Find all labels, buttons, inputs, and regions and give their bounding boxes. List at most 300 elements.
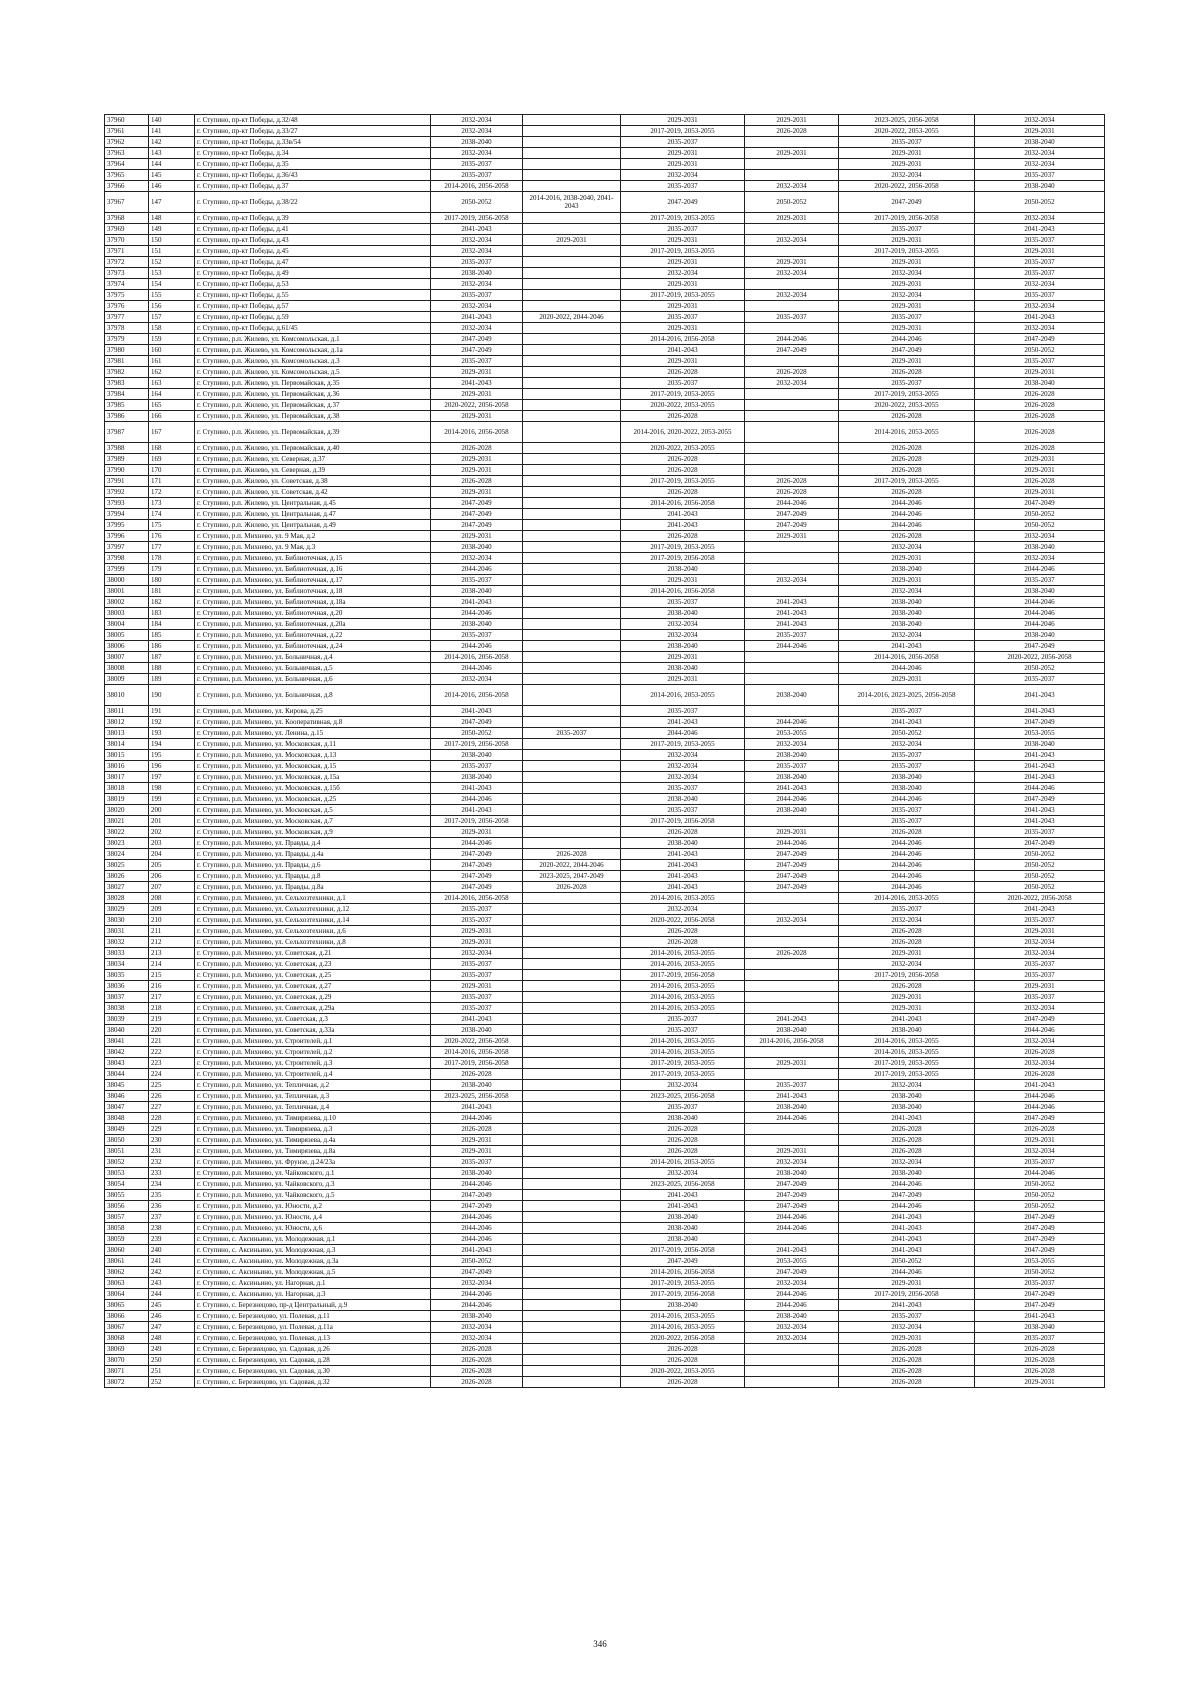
table-row <box>105 904 1105 915</box>
table-cell: 2032-2034 <box>745 290 839 301</box>
table-cell: 2026-2028 <box>621 1135 745 1146</box>
table-cell: 2023-2025, 2056-2058 <box>839 115 975 126</box>
table-cell: г. Ступино, р.п. Михнево, ул. Тимирязева, д.4а <box>195 1135 431 1146</box>
table-cell: 2029-2031 <box>621 323 745 334</box>
table-cell: 2038-2040 <box>431 772 523 783</box>
table-cell: 2026-2028 <box>839 937 975 948</box>
table-cell <box>745 454 839 465</box>
table-cell: 2029-2031 <box>621 301 745 312</box>
table-cell <box>523 750 621 761</box>
table-cell: 2044-2046 <box>839 1201 975 1212</box>
table-cell: 38026 <box>105 871 149 882</box>
table-cell: 2044-2046 <box>745 1212 839 1223</box>
table-cell: 2026-2028 <box>839 1366 975 1377</box>
table-cell: 2038-2040 <box>621 663 745 674</box>
table-cell: 2029-2031 <box>523 235 621 246</box>
table-cell: 2029-2031 <box>431 454 523 465</box>
table-cell: 2020-2022, 2056-2058 <box>431 400 523 411</box>
table-cell: 248 <box>149 1333 195 1344</box>
table-row <box>105 443 1105 454</box>
table-cell: 2047-2049 <box>621 192 745 213</box>
table-cell: 38057 <box>105 1212 149 1223</box>
table-cell: г. Ступино, р.п. Михнево, ул. Библиотечная, д.24 <box>195 641 431 652</box>
table-row <box>105 378 1105 389</box>
table-cell <box>523 126 621 137</box>
table-cell: 2032-2034 <box>621 772 745 783</box>
table-cell: 2047-2049 <box>745 1190 839 1201</box>
table-cell <box>745 356 839 367</box>
table-cell: 2038-2040 <box>975 137 1105 148</box>
table-row <box>105 728 1105 739</box>
table-row <box>105 1234 1105 1245</box>
table-cell <box>523 959 621 970</box>
table-cell <box>523 619 621 630</box>
table-cell: 2017-2019, 2053-2055 <box>839 476 975 487</box>
table-cell: 2029-2031 <box>975 246 1105 257</box>
table-cell: 2038-2040 <box>621 794 745 805</box>
table-cell: 2029-2031 <box>431 981 523 992</box>
table-cell <box>523 597 621 608</box>
table-cell <box>745 663 839 674</box>
table-cell <box>523 1377 621 1388</box>
table-cell: 2050-2052 <box>975 1267 1105 1278</box>
table-cell <box>523 1036 621 1047</box>
table-cell <box>523 937 621 948</box>
table-cell: 2032-2034 <box>745 378 839 389</box>
table-cell: 38032 <box>105 937 149 948</box>
table-cell: 2014-2016, 2053-2055 <box>839 1047 975 1058</box>
table-cell: 146 <box>149 181 195 192</box>
table-cell: 2038-2040 <box>621 1212 745 1223</box>
table-cell: г. Ступино, пр-кт Победы, д.47 <box>195 257 431 268</box>
table-cell <box>745 323 839 334</box>
table-cell: 2032-2034 <box>839 170 975 181</box>
table-row <box>105 487 1105 498</box>
table-cell: 2026-2028 <box>745 126 839 137</box>
table-cell: 2029-2031 <box>975 981 1105 992</box>
table-cell: 37999 <box>105 564 149 575</box>
table-cell: 2041-2043 <box>839 1234 975 1245</box>
table-cell: 2041-2043 <box>431 597 523 608</box>
table-cell: 2017-2019, 2056-2058 <box>839 1289 975 1300</box>
table-cell: 2041-2043 <box>621 520 745 531</box>
table-cell: 2014-2016, 2056-2058 <box>431 422 523 443</box>
table-cell: 2032-2034 <box>975 1146 1105 1157</box>
table-cell: 2029-2031 <box>621 356 745 367</box>
table-cell <box>523 542 621 553</box>
table-cell: г. Ступино, р.п. Михнево, ул. Правды, д.4а <box>195 849 431 860</box>
table-cell: 38036 <box>105 981 149 992</box>
table-cell: 2041-2043 <box>839 1300 975 1311</box>
table-cell: 2035-2037 <box>431 904 523 915</box>
table-cell: г. Ступино, пр-кт Победы, д.33/27 <box>195 126 431 137</box>
table-cell <box>745 246 839 257</box>
table-cell: 38012 <box>105 717 149 728</box>
table-cell: 252 <box>149 1377 195 1388</box>
table-cell <box>523 1047 621 1058</box>
table-cell: 2050-2052 <box>431 1256 523 1267</box>
table-cell: 2017-2019, 2053-2055 <box>621 213 745 224</box>
table-cell: 182 <box>149 597 195 608</box>
table-row <box>105 838 1105 849</box>
table-cell: 215 <box>149 970 195 981</box>
table-cell <box>523 159 621 170</box>
table-cell: 37998 <box>105 553 149 564</box>
table-cell: 37963 <box>105 148 149 159</box>
table-cell: 2038-2040 <box>621 1300 745 1311</box>
table-cell: г. Ступино, р.п. Жилево, ул. Первомайская, д.35 <box>195 378 431 389</box>
table-cell <box>523 761 621 772</box>
table-cell: 2044-2046 <box>745 1113 839 1124</box>
table-cell <box>523 443 621 454</box>
table-cell: 2035-2037 <box>839 137 975 148</box>
table-cell: г. Ступино, пр-кт Победы, д.36/43 <box>195 170 431 181</box>
table-cell <box>745 1344 839 1355</box>
table-cell: г. Ступино, пр-кт Победы, д.34 <box>195 148 431 159</box>
table-cell: 247 <box>149 1322 195 1333</box>
table-row <box>105 509 1105 520</box>
table-cell: 203 <box>149 838 195 849</box>
table-cell <box>523 1212 621 1223</box>
table-cell: г. Ступино, р.п. Жилево, ул. Северная, д.37 <box>195 454 431 465</box>
table-row <box>105 498 1105 509</box>
table-cell: 2020-2022, 2053-2055 <box>621 400 745 411</box>
table-cell: г. Ступино, р.п. Михнево, ул. Советская, д.25 <box>195 970 431 981</box>
table-cell <box>523 345 621 356</box>
table-cell: 2029-2031 <box>431 465 523 476</box>
table-cell: г. Ступино, пр-кт Победы, д.39 <box>195 213 431 224</box>
table-cell <box>523 1102 621 1113</box>
table-cell: 2050-2052 <box>975 1190 1105 1201</box>
table-cell: 38020 <box>105 805 149 816</box>
table-cell: 212 <box>149 937 195 948</box>
table-cell: 152 <box>149 257 195 268</box>
table-cell: 2047-2049 <box>839 345 975 356</box>
table-cell: 2044-2046 <box>431 1113 523 1124</box>
table-cell: 2050-2052 <box>975 345 1105 356</box>
table-cell: 38001 <box>105 586 149 597</box>
table-cell: г. Ступино, р.п. Жилево, ул. Комсомольская, д.1 <box>195 334 431 345</box>
table-cell: 38002 <box>105 597 149 608</box>
table-cell: г. Ступино, р.п. Михнево, ул. Больничная, д.8 <box>195 685 431 706</box>
table-cell: 2035-2037 <box>745 630 839 641</box>
table-cell: 2044-2046 <box>431 641 523 652</box>
table-cell: 164 <box>149 389 195 400</box>
table-cell: 2035-2037 <box>839 706 975 717</box>
table-cell: 2038-2040 <box>621 641 745 652</box>
table-cell: г. Ступино, р.п. Жилево, ул. Комсомольская, д.3 <box>195 356 431 367</box>
table-cell: г. Ступино, р.п. Михнево, ул. Советская, д.29 <box>195 992 431 1003</box>
table-row <box>105 192 1105 213</box>
table-cell <box>523 783 621 794</box>
table-cell: г. Ступино, с. Аксиньино, ул. Молодежная, д.5 <box>195 1267 431 1278</box>
table-cell: 209 <box>149 904 195 915</box>
table-cell: 2044-2046 <box>745 1300 839 1311</box>
table-cell: 37997 <box>105 542 149 553</box>
table-cell: г. Ступино, р.п. Михнево, ул. Строителей, д.4 <box>195 1069 431 1080</box>
table-cell: 151 <box>149 246 195 257</box>
table-cell: 2041-2043 <box>975 1080 1105 1091</box>
table-cell: 38003 <box>105 608 149 619</box>
table-cell <box>523 170 621 181</box>
table-row <box>105 279 1105 290</box>
table-cell: г. Ступино, р.п. Михнево, ул. Правды, д.6 <box>195 860 431 871</box>
table-row <box>105 926 1105 937</box>
table-cell: 2044-2046 <box>839 794 975 805</box>
table-cell: 2044-2046 <box>431 564 523 575</box>
table-cell <box>523 400 621 411</box>
table-cell: 184 <box>149 619 195 630</box>
table-row <box>105 312 1105 323</box>
table-cell: 2035-2037 <box>975 959 1105 970</box>
table-cell: 172 <box>149 487 195 498</box>
table-cell: 2014-2016, 2056-2058 <box>431 181 523 192</box>
table-row <box>105 290 1105 301</box>
table-cell: 2038-2040 <box>839 1025 975 1036</box>
table-row <box>105 1003 1105 1014</box>
table-cell: 187 <box>149 652 195 663</box>
table-cell: 2029-2031 <box>745 531 839 542</box>
table-cell: г. Ступино, р.п. Жилево, ул. Советская, д.38 <box>195 476 431 487</box>
table-cell: 2035-2037 <box>621 1102 745 1113</box>
table-cell: 2017-2019, 2053-2055 <box>621 739 745 750</box>
table-cell: 167 <box>149 422 195 443</box>
table-cell: 38028 <box>105 893 149 904</box>
table-cell: 2035-2037 <box>431 630 523 641</box>
table-cell: 2047-2049 <box>431 860 523 871</box>
table-cell: 38009 <box>105 674 149 685</box>
table-cell: 38065 <box>105 1300 149 1311</box>
table-cell: 2032-2034 <box>431 1322 523 1333</box>
table-cell: 2035-2037 <box>839 378 975 389</box>
table-cell <box>745 1069 839 1080</box>
table-cell: 2029-2031 <box>975 454 1105 465</box>
table-cell: 243 <box>149 1278 195 1289</box>
table-cell: 37972 <box>105 257 149 268</box>
table-cell: г. Ступино, р.п. Михнево, ул. Советская, д.33а <box>195 1025 431 1036</box>
table-cell: 2041-2043 <box>745 597 839 608</box>
table-cell: 2017-2019, 2056-2058 <box>621 1245 745 1256</box>
table-cell: 2050-2052 <box>975 1201 1105 1212</box>
table-cell: 162 <box>149 367 195 378</box>
table-row <box>105 586 1105 597</box>
table-cell: 38008 <box>105 663 149 674</box>
table-cell: 204 <box>149 849 195 860</box>
table-cell: 2029-2031 <box>839 148 975 159</box>
table-cell: 2041-2043 <box>839 1245 975 1256</box>
table-cell: г. Ступино, р.п. Михнево, ул. Московская, д.5 <box>195 805 431 816</box>
table-cell: 2035-2037 <box>839 761 975 772</box>
table-cell <box>745 992 839 1003</box>
table-cell <box>523 1278 621 1289</box>
table-cell: 2038-2040 <box>975 181 1105 192</box>
table-cell <box>523 1179 621 1190</box>
table-cell: 2032-2034 <box>975 937 1105 948</box>
table-cell: 2026-2028 <box>621 1344 745 1355</box>
table-cell: 38000 <box>105 575 149 586</box>
table-cell <box>523 1234 621 1245</box>
table-row <box>105 126 1105 137</box>
table-cell: г. Ступино, р.п. Жилево, ул. Первомайская, д.37 <box>195 400 431 411</box>
table-cell <box>523 367 621 378</box>
table-cell: 2029-2031 <box>621 115 745 126</box>
table-cell: 2032-2034 <box>431 553 523 564</box>
table-cell <box>523 1146 621 1157</box>
table-cell: 2047-2049 <box>431 1190 523 1201</box>
table-cell: 191 <box>149 706 195 717</box>
table-cell: 2038-2040 <box>745 1311 839 1322</box>
table-cell: 2038-2040 <box>839 619 975 630</box>
table-cell: 2032-2034 <box>975 301 1105 312</box>
table-cell: 2035-2037 <box>745 761 839 772</box>
table-cell: г. Ступино, с. Березнецово, ул. Полевая, д.11а <box>195 1322 431 1333</box>
table-cell: 2026-2028 <box>839 1377 975 1388</box>
table-cell: 2041-2043 <box>431 783 523 794</box>
table-cell: 38058 <box>105 1223 149 1234</box>
table-cell: 2035-2037 <box>621 783 745 794</box>
table-cell: 197 <box>149 772 195 783</box>
table-cell: г. Ступино, р.п. Михнево, ул. Кирова, д.25 <box>195 706 431 717</box>
table-cell: 179 <box>149 564 195 575</box>
table-cell <box>745 674 839 685</box>
table-cell: г. Ступино, с. Березнецово, ул. Садовая, д.30 <box>195 1366 431 1377</box>
table-cell: 2035-2037 <box>621 805 745 816</box>
table-cell: 2047-2049 <box>975 641 1105 652</box>
table-cell: 2032-2034 <box>975 159 1105 170</box>
table-cell: 2035-2037 <box>431 356 523 367</box>
table-cell: 2044-2046 <box>431 663 523 674</box>
table-cell: 2029-2031 <box>839 948 975 959</box>
table-cell: 2029-2031 <box>431 1146 523 1157</box>
table-cell: 2047-2049 <box>975 498 1105 509</box>
table-cell: 2026-2028 <box>621 1377 745 1388</box>
table-cell <box>523 1333 621 1344</box>
table-cell: 2014-2016, 2056-2058 <box>431 685 523 706</box>
table-cell: г. Ступино, р.п. Михнево, ул. Строителей, д.1 <box>195 1036 431 1047</box>
table-cell <box>523 1058 621 1069</box>
table-cell: 38041 <box>105 1036 149 1047</box>
table-cell: 2044-2046 <box>431 1289 523 1300</box>
table-cell: г. Ступино, р.п. Жилево, ул. Центральная, д.45 <box>195 498 431 509</box>
table-cell: 2044-2046 <box>745 838 839 849</box>
table-row <box>105 860 1105 871</box>
table-cell: 2014-2016, 2053-2055 <box>621 1047 745 1058</box>
table-cell: 245 <box>149 1300 195 1311</box>
table-cell: 38060 <box>105 1245 149 1256</box>
table-cell: 2032-2034 <box>975 323 1105 334</box>
table-cell: 2035-2037 <box>839 805 975 816</box>
table-cell: 2047-2049 <box>431 871 523 882</box>
table-cell: 2026-2028 <box>621 926 745 937</box>
table-cell <box>523 476 621 487</box>
table-cell: 2029-2031 <box>431 827 523 838</box>
table-cell: 2041-2043 <box>975 706 1105 717</box>
table-row <box>105 454 1105 465</box>
table-cell: 2041-2043 <box>621 1201 745 1212</box>
table-cell <box>745 1047 839 1058</box>
table-cell <box>745 564 839 575</box>
table-cell: 2047-2049 <box>975 1212 1105 1223</box>
table-cell: 2038-2040 <box>621 1223 745 1234</box>
table-cell: 2020-2022, 2053-2055 <box>621 443 745 454</box>
table-cell: 38015 <box>105 750 149 761</box>
table-cell: г. Ступино, пр-кт Победы, д.57 <box>195 301 431 312</box>
table-cell: 163 <box>149 378 195 389</box>
table-cell: 233 <box>149 1168 195 1179</box>
table-row <box>105 411 1105 422</box>
table-cell: г. Ступино, р.п. Михнево, ул. Юности, д.6 <box>195 1223 431 1234</box>
table-cell: 2029-2031 <box>621 575 745 586</box>
table-cell: 2035-2037 <box>621 181 745 192</box>
table-cell: г. Ступино, р.п. Михнево, ул. Библиотечная, д.20 <box>195 608 431 619</box>
table-cell: 2014-2016, 2053-2055 <box>839 422 975 443</box>
table-row <box>105 1256 1105 1267</box>
table-cell: 38027 <box>105 882 149 893</box>
table-cell: 38045 <box>105 1080 149 1091</box>
table-cell: 161 <box>149 356 195 367</box>
table-cell: 2026-2028 <box>839 465 975 476</box>
table-row <box>105 1322 1105 1333</box>
table-cell: 2041-2043 <box>975 750 1105 761</box>
table-cell: 2026-2028 <box>975 476 1105 487</box>
table-cell: 2047-2049 <box>975 838 1105 849</box>
table-cell: 2014-2016, 2053-2055 <box>621 1157 745 1168</box>
table-cell: 2044-2046 <box>975 1102 1105 1113</box>
table-cell: 2026-2028 <box>621 1124 745 1135</box>
table-cell: 2044-2046 <box>745 794 839 805</box>
table-cell: 2035-2037 <box>839 224 975 235</box>
table-cell: 160 <box>149 345 195 356</box>
table-cell: 2035-2037 <box>975 1333 1105 1344</box>
table-cell: 2050-2052 <box>745 192 839 213</box>
table-cell: 217 <box>149 992 195 1003</box>
table-cell: 144 <box>149 159 195 170</box>
table-cell: 2014-2016, 2053-2055 <box>621 1311 745 1322</box>
table-cell <box>523 674 621 685</box>
table-cell: 194 <box>149 739 195 750</box>
table-cell: 2014-2016, 2053-2055 <box>839 893 975 904</box>
table-cell <box>523 663 621 674</box>
table-cell: 208 <box>149 893 195 904</box>
table-cell: г. Ступино, р.п. Михнево, ул. Правды, д.8 <box>195 871 431 882</box>
table-row <box>105 1201 1105 1212</box>
table-cell: 2020-2022, 2044-2046 <box>523 860 621 871</box>
table-cell: 2014-2016, 2056-2058 <box>621 586 745 597</box>
table-cell: 2038-2040 <box>745 805 839 816</box>
table-cell: г. Ступино, с. Аксиньино, ул. Нагорная, д.3 <box>195 1289 431 1300</box>
table-cell: 2032-2034 <box>745 1322 839 1333</box>
table-cell: 2035-2037 <box>431 761 523 772</box>
table-cell: 37962 <box>105 137 149 148</box>
table-row <box>105 553 1105 564</box>
table-cell: 227 <box>149 1102 195 1113</box>
table-cell: 2026-2028 <box>839 367 975 378</box>
table-cell: г. Ступино, р.п. Михнево, ул. 9 Мая, д.3 <box>195 542 431 553</box>
table-cell: 196 <box>149 761 195 772</box>
table-cell: 2017-2019, 2053-2055 <box>839 389 975 400</box>
table-cell: 2026-2028 <box>975 422 1105 443</box>
table-cell: 2047-2049 <box>745 1201 839 1212</box>
table-cell: 188 <box>149 663 195 674</box>
table-cell: 37987 <box>105 422 149 443</box>
table-cell <box>523 334 621 345</box>
table-cell: 185 <box>149 630 195 641</box>
table-cell: 200 <box>149 805 195 816</box>
table-cell: 192 <box>149 717 195 728</box>
table-cell: 2026-2028 <box>431 1366 523 1377</box>
table-cell: 2026-2028 <box>621 487 745 498</box>
table-cell: г. Ступино, р.п. Михнево, ул. Московская, д.15а <box>195 772 431 783</box>
